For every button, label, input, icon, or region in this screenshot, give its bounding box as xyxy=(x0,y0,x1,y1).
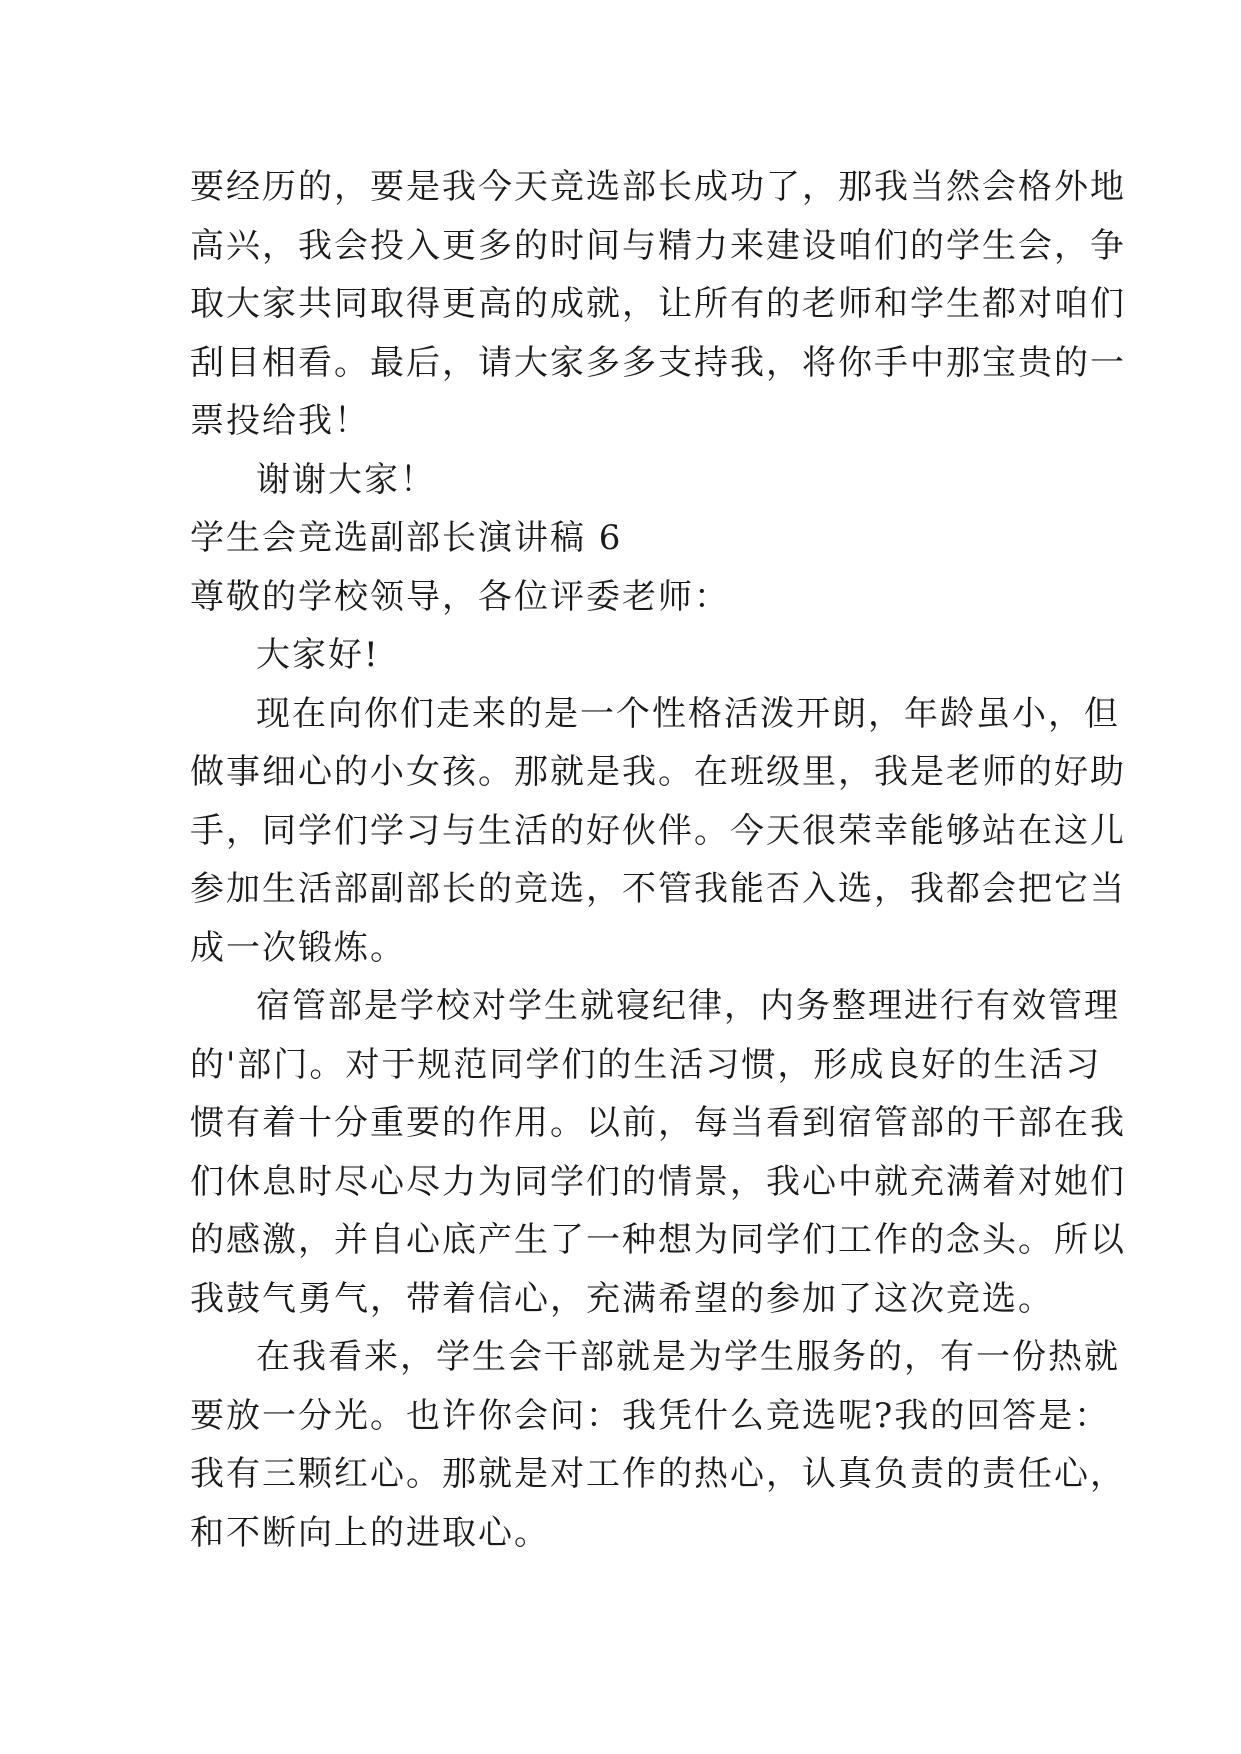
text-line: 参加生活部副部长的竞选，不管我能否入选，我都会把它当 xyxy=(190,869,1126,909)
text-line: 我有三颗红心。那就是对工作的热心，认真负责的责任心， xyxy=(190,1454,1126,1494)
document-body xyxy=(190,158,1126,1562)
text-line: 宿管部是学校对学生就寝纪律，内务整理进行有效管理 xyxy=(256,986,1120,1026)
text-line: 成一次锻炼。 xyxy=(190,927,406,968)
text-line: 惯有着十分重要的作用。以前，每当看到宿管部的干部在我 xyxy=(190,1103,1126,1143)
greeting-line: 大家好! xyxy=(256,635,380,675)
text-line: 和不断向上的进取心。 xyxy=(190,1512,550,1553)
text-line: 做事细心的小女孩。那就是我。在班级里，我是老师的好助 xyxy=(190,752,1126,792)
section-title: 学生会竞选副部长演讲稿 6 xyxy=(190,518,623,558)
salutation-line: 尊敬的学校领导，各位评委老师： xyxy=(190,576,730,617)
text-line: 的感激，并自心底产生了一种想为同学们工作的念头。所以 xyxy=(190,1220,1126,1260)
text-line: 们休息时尽心尽力为同学们的情景，我心中就充满着对她们 xyxy=(190,1161,1126,1202)
text-line: 的'部门。对于规范同学们的生活习惯，形成良好的生活习 xyxy=(190,1044,1102,1085)
text-line: 现在向你们走来的是一个性格活泼开朗，年龄虽小，但 xyxy=(256,693,1120,734)
text-line: 要经历的，要是我今天竞选部长成功了，那我当然会格外地 xyxy=(190,167,1126,207)
text-line: 高兴，我会投入更多的时间与精力来建设咱们的学生会，争 xyxy=(190,225,1126,266)
text-line: 取大家共同取得更高的成就，让所有的老师和学生都对咱们 xyxy=(190,284,1126,324)
text-line: 票投给我！ xyxy=(190,401,370,441)
text-line: 要放一分光。也许你会问：我凭什么竞选呢?我的回答是： xyxy=(190,1395,1111,1436)
text-line: 在我看来，学生会干部就是为学生服务的，有一份热就 xyxy=(256,1337,1120,1377)
closing-line: 谢谢大家！ xyxy=(256,459,436,500)
text-line: 我鼓气勇气，带着信心，充满希望的参加了这次竞选。 xyxy=(190,1278,1054,1319)
text-line: 刮目相看。最后，请大家多多支持我，将你手中那宝贵的一 xyxy=(190,342,1126,383)
text-line: 手，同学们学习与生活的好伙伴。今天很荣幸能够站在这儿 xyxy=(190,810,1126,851)
